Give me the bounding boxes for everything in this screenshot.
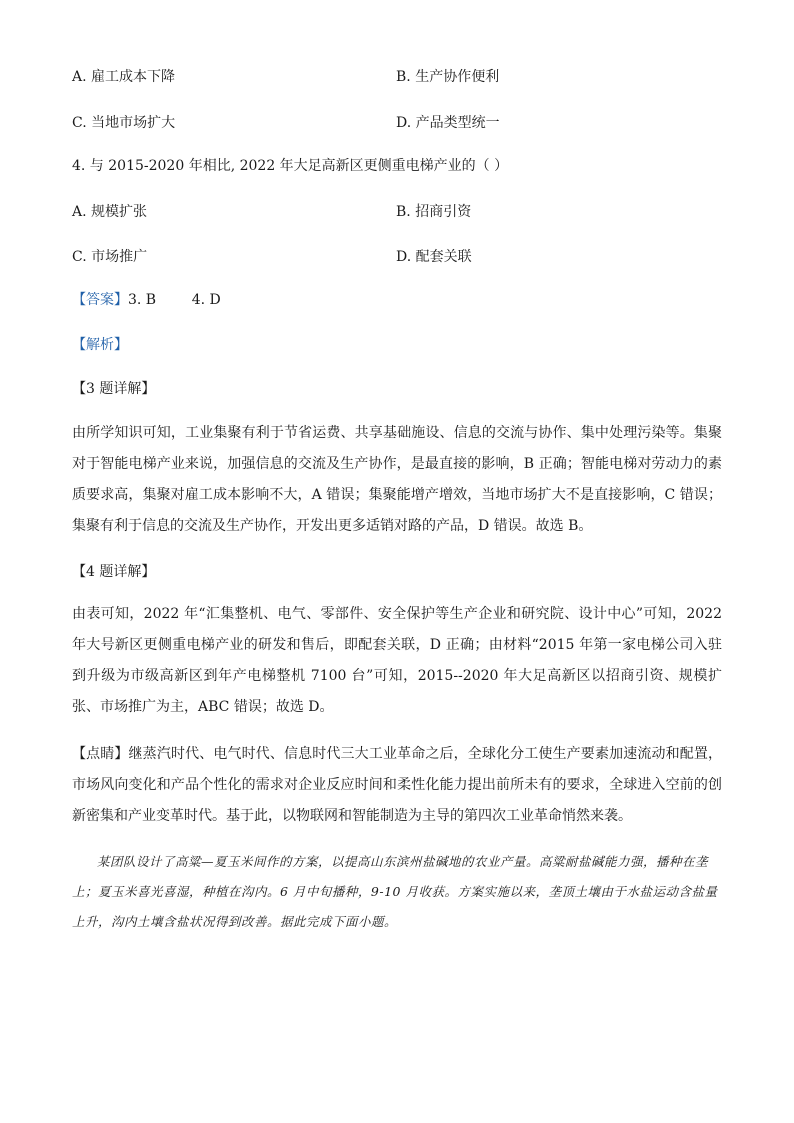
detail3-heading: 【3 题详解】 [72, 381, 156, 397]
q3-option-d: D. 产品类型统一 [396, 115, 500, 131]
analysis-tag: 【解析】 [72, 337, 128, 353]
answer-line [72, 291, 221, 309]
q4-option-d: D. 配套关联 [396, 249, 472, 265]
q4-option-b: B. 招商引资 [396, 204, 472, 220]
answer-text: 3. B 4. D [128, 292, 221, 308]
q4-option-c: C. 市场推广 [72, 249, 148, 265]
detail3-text: 由所学知识可知，工业集聚有利于节省运费、共享基础施设、信息的交流与协作、集中处理污染等。集聚对于智能电梯产业来说，加强信息的交流及生产协作，是最直接的影响，B 正确；智能电梯对劳动力的素质要求高，集聚对雇工成本影响不大，A 错误；集聚能增产增效，当地市场扩大不是直接影响，C 错误；集聚有利于信息的交流及生产协作，开发出更多适销对路的产品，D 错误。故选 B。 [72, 425, 722, 534]
q4-option-a: A. 规模扩张 [72, 204, 148, 220]
q3-option-a: A. 雇工成本下降 [72, 69, 176, 85]
pointer-text: 继蒸汽时代、电气时代、信息时代三大工业革命之后，全球化分工使生产要素加速流动和配置，市场风向变化和产品个性化的需求对企业反应时间和柔性化能力提出前所未有的要求，全球进入空前的创新密集和产业变革时代。基于此，以物联网和智能制造为主导的第四次工业革命悄然来袭。 [72, 746, 723, 824]
detail4-text: 由表可知，2022 年“汇集整机、电气、零部件、安全保护等生产企业和研究院、设计中心”可知，2022 年大号新区更侧重电梯产业的研发和售后，即配套关联，D 正确；由材料“2015 年第一家电梯公司入驻到升级为市级高新区到年产电梯整机 7100 台”可知，2015--2020 年大足高新区以招商引资、规模扩张、市场推广为主，ABC 错误；故选 D。 [72, 606, 722, 715]
q3-option-b: B. 生产协作便利 [396, 69, 500, 85]
answer-tag: 【答案】 [72, 292, 128, 308]
q4-stem: 4. 与 2015-2020 年相比, 2022 年大足高新区更侧重电梯产业的（ ） [72, 158, 509, 174]
q3-option-c: C. 当地市场扩大 [72, 115, 176, 131]
pointer-paragraph [72, 739, 722, 832]
detail4-heading: 【4 题详解】 [72, 564, 156, 580]
material-paragraph: 某团队设计了高粱—夏玉米间作的方案，以提高山东滨州盐碱地的农业产量。高粱耐盐碱能力强，播种在垄上；夏玉米喜光喜湿，种植在沟内。6 月中旬播种，9-10 月收获。方案实施以来，垄顶土壤由于水盐运动含盐量上升，沟内土壤含盐状况得到改善。据此完成下面小题。 [72, 854, 718, 929]
pointer-tag: 【点睛】 [72, 746, 129, 762]
